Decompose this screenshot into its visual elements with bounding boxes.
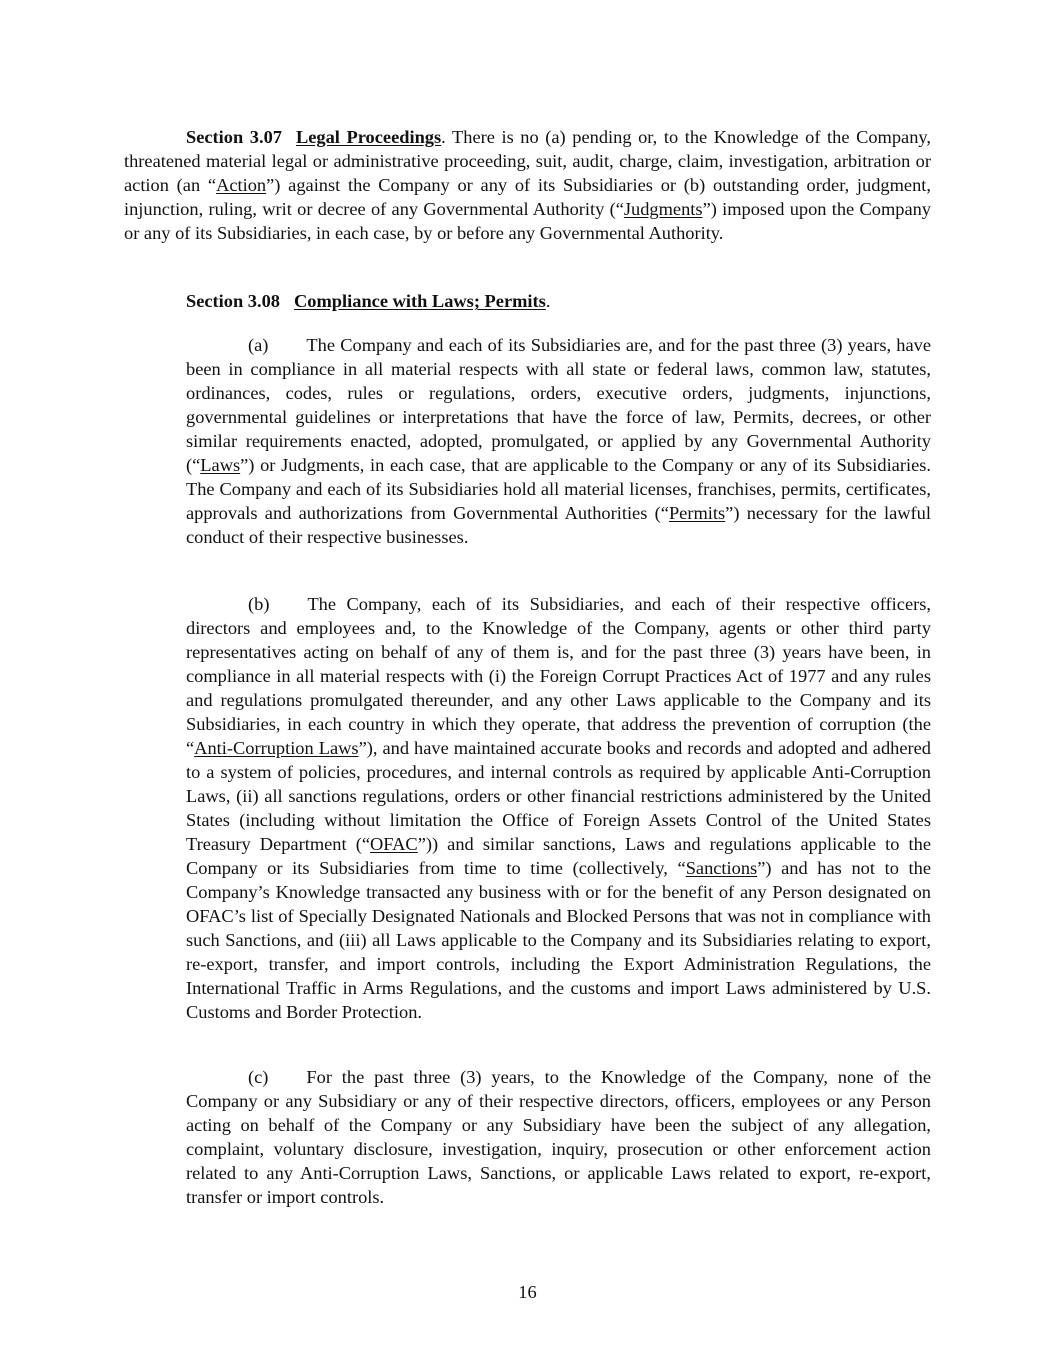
defined-term-judgments: Judgments [623, 199, 703, 219]
subsection-c-text-1: For the past three (3) years, to the Knowledge of the Company, none of the Company or any Subsidiary or any of their respective directors, officers, employees or any Person acting on behalf of the Company or any Subsidiary have been the subject of any allegation, complaint, voluntary disclosure, investigation, inquiry, prosecution or other enforcement action related to any Anti-Corruption Laws, Sanctions, or applicable Laws related to export, re-export, transfer or import controls. [186, 1067, 931, 1207]
section-3-08-title: Compliance with Laws; Permits [294, 291, 546, 311]
defined-term-ofac: OFAC [369, 834, 418, 854]
defined-term-anti-corruption-laws: Anti-Corruption Laws [194, 738, 359, 758]
subsection-a-text-2: ”) or Judgments, in each case, that are applicable to the Company or any of its Subsidiaries. The Company and each of its Subsidiaries hold all material licenses, franchises, permits, certificates, approvals and authorizations from Governmental Authorities (“ [186, 455, 931, 523]
subsection-b-text-3: ”)) and similar sanctions, Laws and regulations applicable to the Company or its Subsidiaries from time to time (collectively, “ [186, 834, 932, 878]
defined-term-permits: Permits [668, 503, 726, 523]
section-3-07-paragraph [124, 125, 931, 245]
defined-term-sanctions: Sanctions [685, 858, 758, 878]
section-3-07-number: Section 3.07 [186, 127, 282, 147]
subsection-a-paragraph [186, 333, 931, 549]
section-3-07-text-1: There is no (a) pending or, to the Knowledge of the Company, threatened material legal or administrative proceeding, suit, audit, charge, claim, investigation, arbitration or action (an “ [124, 127, 931, 195]
section-3-07-title-period: . [441, 127, 446, 147]
subsection-b-text-1: The Company, each of its Subsidiaries, and each of their respective officers, directors and employees and, to the Knowledge of the Company, agents or other third party representatives acting on behalf of any of them is, and for the past three (3) years have been, in compliance in all material respects with (i) the Foreign Corrupt Practices Act of 1977 and any rules and regulations promulgated thereunder, and any other Laws applicable to the Company and its Subsidiaries, in each country in which they operate, that address the prevention of corruption (the “ [186, 594, 931, 758]
section-3-07-text-2: ”) against the Company or any of its Subsidiaries or (b) outstanding order, judgment, injunction, ruling, writ or decree of any Governmental Authority (“ [124, 175, 931, 219]
section-3-08-number: Section 3.08 [186, 291, 280, 311]
subsection-a-label: (a) [248, 335, 269, 355]
section-3-07-text-3: ”) imposed upon the Company or any of its Subsidiaries, in each case, by or before any Governmental Authority. [124, 199, 931, 243]
subsection-c-paragraph [186, 1065, 931, 1209]
subsection-b-text-2: ”), and have maintained accurate books and records and adopted and adhered to a system of policies, procedures, and internal controls as required by applicable Anti-Corruption Laws, (ii) all sanctions regulations, orders or other financial restrictions administered by the United States (including without limitation the Office of Foreign Assets Control of the United States Treasury Department (“ [186, 738, 931, 854]
subsection-a-text-3: ”) necessary for the lawful conduct of their respective businesses. [186, 503, 931, 547]
section-3-07-title: Legal Proceedings [295, 127, 442, 147]
subsection-b-paragraph [186, 592, 931, 1024]
defined-term-laws: Laws [200, 455, 241, 475]
subsection-c-label: (c) [248, 1067, 269, 1087]
section-3-08-title-period: . [545, 291, 551, 311]
page-number: 16 [518, 1282, 537, 1302]
subsection-b-text-4: ”) and has not to the Company’s Knowledge transacted any business with or for the benefit of any Person designated on OFAC’s list of Specially Designated Nationals and Blocked Persons that was not in compliance with such Sanctions, and (iii) all Laws applicable to the Company and its Subsidiaries relating to export, re-export, transfer, and import controls, including the Export Administration Regulations, the International Traffic in Arms Regulations, and the customs and import Laws administered by U.S. Customs and Border Protection. [186, 858, 931, 1022]
section-3-08-heading [186, 289, 931, 313]
subsection-a-text-1: The Company and each of its Subsidiaries are, and for the past three (3) years, have been in compliance in all material respects with all state or federal laws, common law, statutes, ordinances, codes, rules or regulations, orders, executive orders, judgments, injunctions, governmental guidelines or interpretations that have the force of law, Permits, decrees, or other similar requirements enacted, adopted, promulgated, or applied by any Governmental Authority (“ [186, 335, 931, 475]
subsection-b-label: (b) [248, 594, 270, 614]
defined-term-action: Action [216, 175, 267, 195]
